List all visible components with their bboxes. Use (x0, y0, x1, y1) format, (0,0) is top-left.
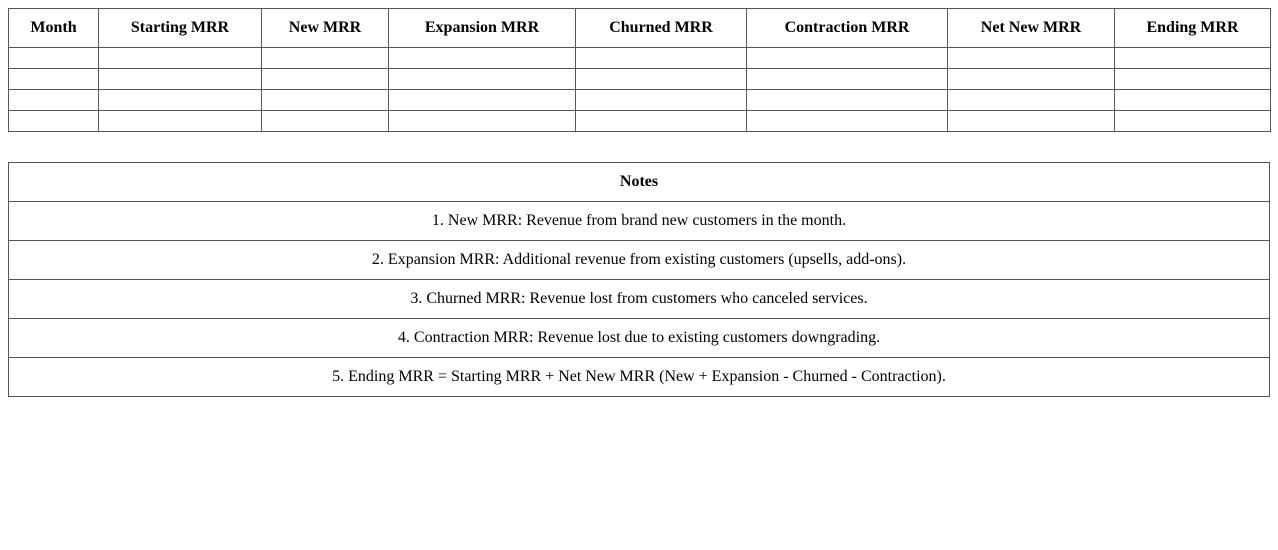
table-cell (948, 69, 1115, 90)
table-cell (389, 90, 576, 111)
mrr-table (8, 8, 1271, 132)
table-cell (948, 90, 1115, 111)
table-cell (9, 69, 99, 90)
table-cell (99, 111, 262, 132)
header-churned-mrr: Churned MRR (576, 9, 747, 48)
note-row (9, 280, 1270, 319)
header-expansion-mrr: Expansion MRR (389, 9, 576, 48)
table-cell (948, 111, 1115, 132)
table-cell (262, 69, 389, 90)
mrr-header-row (9, 9, 1271, 48)
table-row (9, 69, 1271, 90)
note-item-contraction-mrr: 4. Contraction MRR: Revenue lost due to existing customers downgrading. (9, 319, 1270, 358)
table-cell (1115, 90, 1271, 111)
table-cell (948, 48, 1115, 69)
note-row (9, 358, 1270, 397)
table-cell (99, 48, 262, 69)
notes-table (8, 162, 1270, 397)
header-ending-mrr: Ending MRR (1115, 9, 1271, 48)
table-cell (576, 48, 747, 69)
table-cell (747, 48, 948, 69)
table-cell (9, 48, 99, 69)
note-item-ending-mrr: 5. Ending MRR = Starting MRR + Net New MRR (New + Expansion - Churned - Contraction). (9, 358, 1270, 397)
table-cell (389, 69, 576, 90)
table-cell (99, 69, 262, 90)
table-cell (747, 90, 948, 111)
header-starting-mrr: Starting MRR (99, 9, 262, 48)
table-row (9, 111, 1271, 132)
note-row (9, 202, 1270, 241)
notes-title: Notes (9, 163, 1270, 202)
table-cell (1115, 48, 1271, 69)
header-new-mrr: New MRR (262, 9, 389, 48)
header-net-new-mrr: Net New MRR (948, 9, 1115, 48)
table-row (9, 48, 1271, 69)
table-cell (576, 90, 747, 111)
table-cell (262, 111, 389, 132)
table-cell (1115, 111, 1271, 132)
table-cell (1115, 69, 1271, 90)
table-cell (389, 48, 576, 69)
notes-header-row (9, 163, 1270, 202)
table-cell (262, 90, 389, 111)
table-cell (99, 90, 262, 111)
table-cell (9, 111, 99, 132)
table-cell (747, 111, 948, 132)
note-item-churned-mrr: 3. Churned MRR: Revenue lost from customers who canceled services. (9, 280, 1270, 319)
note-row (9, 319, 1270, 358)
table-cell (747, 69, 948, 90)
table-cell (9, 90, 99, 111)
table-cell (389, 111, 576, 132)
note-item-new-mrr: 1. New MRR: Revenue from brand new customers in the month. (9, 202, 1270, 241)
table-cell (576, 69, 747, 90)
table-row (9, 90, 1271, 111)
note-row (9, 241, 1270, 280)
table-cell (262, 48, 389, 69)
header-month: Month (9, 9, 99, 48)
table-cell (576, 111, 747, 132)
document (8, 8, 1270, 397)
note-item-expansion-mrr: 2. Expansion MRR: Additional revenue from existing customers (upsells, add-ons). (9, 241, 1270, 280)
header-contraction-mrr: Contraction MRR (747, 9, 948, 48)
